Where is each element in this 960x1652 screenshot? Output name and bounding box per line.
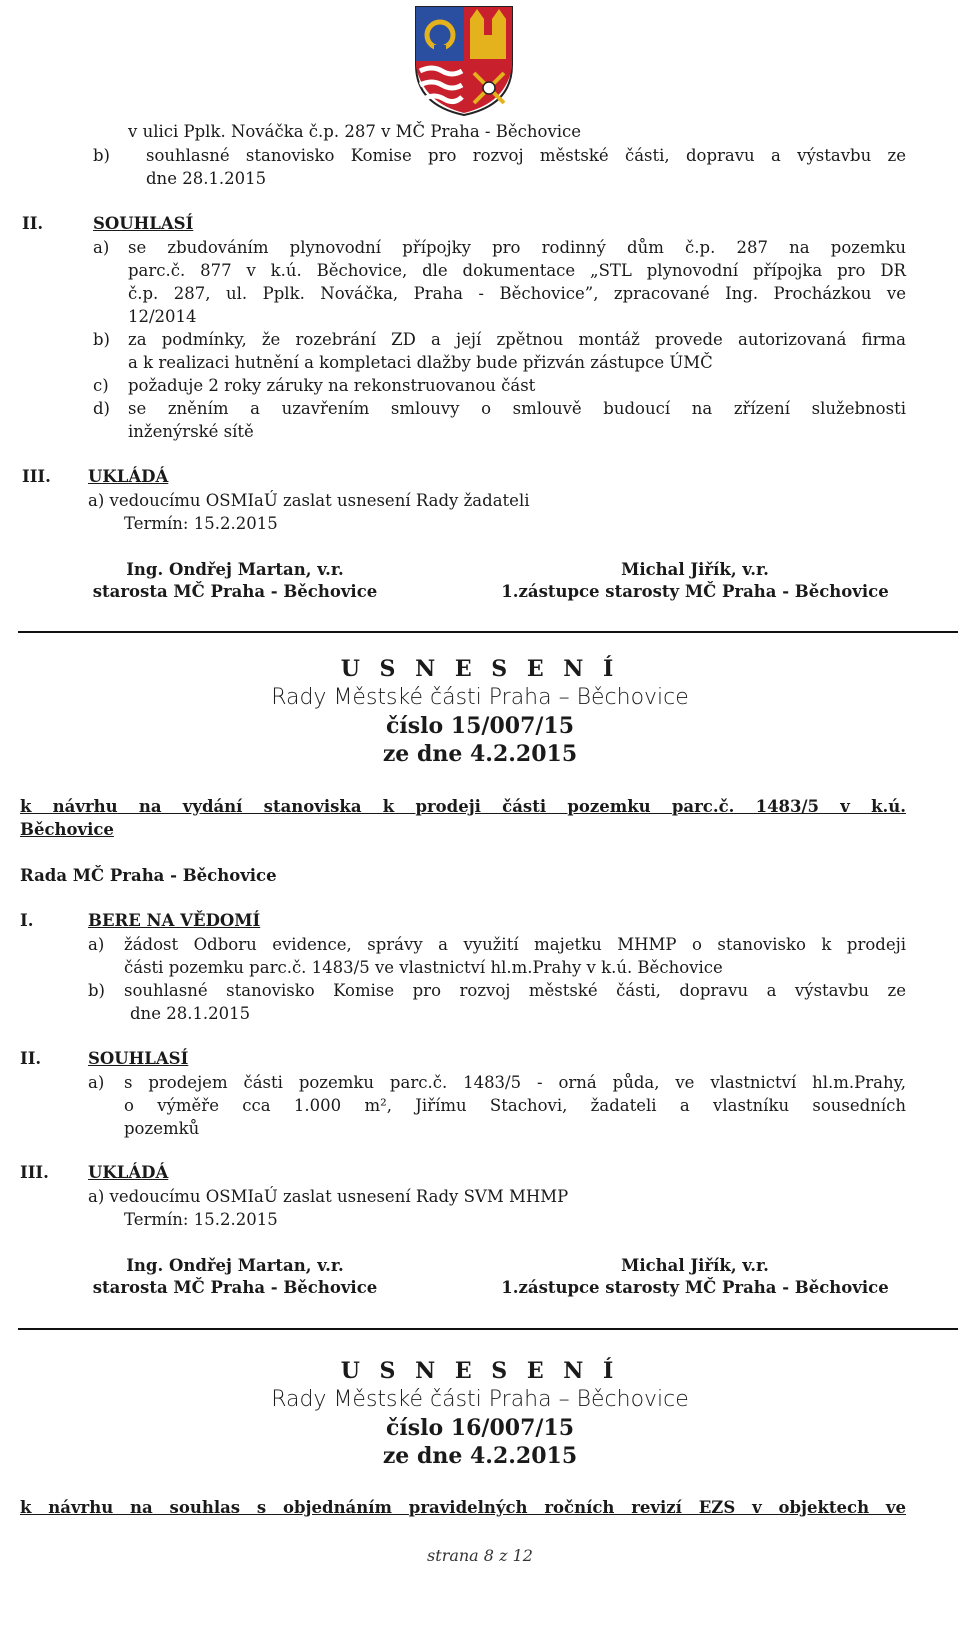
section-divider (18, 1328, 958, 1330)
resolution-date: ze dne 4.2.2015 (382, 741, 578, 767)
coat-of-arms-icon (414, 5, 514, 117)
item-text: č.p. 287, ul. Pplk. Nováčka, Praha - Běchovice”, zpracované Ing. Procházkou ve (128, 284, 906, 303)
item-text: části pozemku parc.č. 1483/5 ve vlastnictví hl.m.Prahy v k.ú. Běchovice (124, 958, 723, 977)
signature-role-right: 1.zástupce starosty MČ Praha - Běchovice (501, 582, 889, 601)
resolution-heading: U S N E S E N Í (340, 656, 620, 682)
item-text: 12/2014 (128, 307, 197, 326)
resolution-subject: k návrhu na vydání stanoviska k prodeji části pozemku parc.č. 1483/5 v k.ú. (20, 797, 906, 816)
resolution-subject-2: Běchovice (20, 820, 114, 839)
item-text: a k realizaci hutnění a kompletaci dlažby bude přizván zástupce ÚMČ (128, 353, 713, 372)
top-b-text: souhlasné stanovisko Komise pro rozvoj městské části, dopravu a výstavbu ze (146, 146, 906, 165)
item-label: a) (88, 1073, 105, 1092)
item-text: dne 28.1.2015 (130, 1004, 251, 1023)
section-title: UKLÁDÁ (88, 1163, 169, 1182)
item-text: pozemků (124, 1119, 200, 1138)
item-text: žádost Odboru evidence, správy a využití majetku MHMP o stanovisko k prodeji (124, 935, 906, 954)
item-text: parc.č. 877 v k.ú. Běchovice, dle dokumentace „STL plynovodní přípojka pro DR (128, 261, 906, 280)
section-number: I. (20, 911, 34, 930)
item-text: se zněním a uzavřením smlouvy o smlouvě budoucí na zřízení služebnosti (128, 399, 906, 418)
signature-role-right: 1.zástupce starosty MČ Praha - Běchovice (501, 1278, 889, 1297)
item-label: d) (93, 399, 110, 418)
item-text: požaduje 2 roky záruky na rekonstruovanou část (128, 376, 536, 395)
section-number: III. (20, 1163, 49, 1182)
item-text: s prodejem části pozemku parc.č. 1483/5 - orná půda, ve vlastnictví hl.m.Prahy, (124, 1073, 906, 1092)
signature-name-left: Ing. Ondřej Martan, v.r. (126, 1256, 344, 1275)
signature-role-left: starosta MČ Praha - Běchovice (92, 582, 378, 601)
item-label: a) (93, 238, 110, 257)
signature-name-right: Michal Jiřík, v.r. (621, 1256, 769, 1275)
section-title: SOUHLASÍ (93, 214, 194, 233)
deadline: Termín: 15.2.2015 (124, 1210, 278, 1229)
resolution-date: ze dne 4.2.2015 (382, 1443, 578, 1469)
item-text: a) vedoucímu OSMIaÚ zaslat usnesení Rady žadateli (88, 491, 530, 510)
top-b-label: b) (93, 146, 110, 165)
section-title: UKLÁDÁ (88, 467, 169, 486)
section-number: II. (20, 1049, 42, 1068)
signature-role-left: starosta MČ Praha - Běchovice (92, 1278, 378, 1297)
section-number: II. (22, 214, 44, 233)
item-label: b) (88, 981, 105, 1000)
council-name: Rada MČ Praha - Běchovice (20, 866, 277, 885)
signature-name-right: Michal Jiřík, v.r. (621, 560, 769, 579)
deadline: Termín: 15.2.2015 (124, 514, 278, 533)
page-number: strana 8 z 12 (427, 1546, 533, 1565)
section-number: III. (22, 467, 51, 486)
top-b-text-2: dne 28.1.2015 (146, 169, 267, 188)
item-label: a) (88, 935, 105, 954)
resolution-heading: U S N E S E N Í (340, 1358, 620, 1384)
section-title: SOUHLASÍ (88, 1049, 189, 1068)
section-title: BERE NA VĚDOMÍ (88, 911, 261, 930)
signature-name-left: Ing. Ondřej Martan, v.r. (126, 560, 344, 579)
resolution-subtitle: Rady Městské části Praha – Běchovice (271, 1387, 689, 1412)
item-text: inženýrské sítě (128, 422, 254, 441)
item-label: b) (93, 330, 110, 349)
item-label: c) (93, 376, 109, 395)
section-divider (18, 631, 958, 633)
item-text: se zbudováním plynovodní přípojky pro rodinný dům č.p. 287 na pozemku (128, 238, 906, 257)
resolution-subject: k návrhu na souhlas s objednáním pravidelných ročních revizí EZS v objektech ve (20, 1498, 906, 1517)
item-text: souhlasné stanovisko Komise pro rozvoj městské části, dopravu a výstavbu ze (124, 981, 906, 1000)
item-text: o výměře cca 1.000 m², Jiřímu Stachovi, žadateli a vlastníku sousedních (124, 1096, 906, 1115)
item-text: za podmínky, že rozebrání ZD a její zpětnou montáž provede autorizovaná firma (128, 330, 906, 349)
top-line: v ulici Pplk. Nováčka č.p. 287 v MČ Praha - Běchovice (128, 122, 582, 141)
resolution-subtitle: Rady Městské části Praha – Běchovice (271, 685, 689, 710)
item-text: a) vedoucímu OSMIaÚ zaslat usnesení Rady SVM MHMP (88, 1187, 569, 1206)
resolution-number: číslo 15/007/15 (385, 713, 575, 739)
resolution-number: číslo 16/007/15 (385, 1415, 575, 1441)
